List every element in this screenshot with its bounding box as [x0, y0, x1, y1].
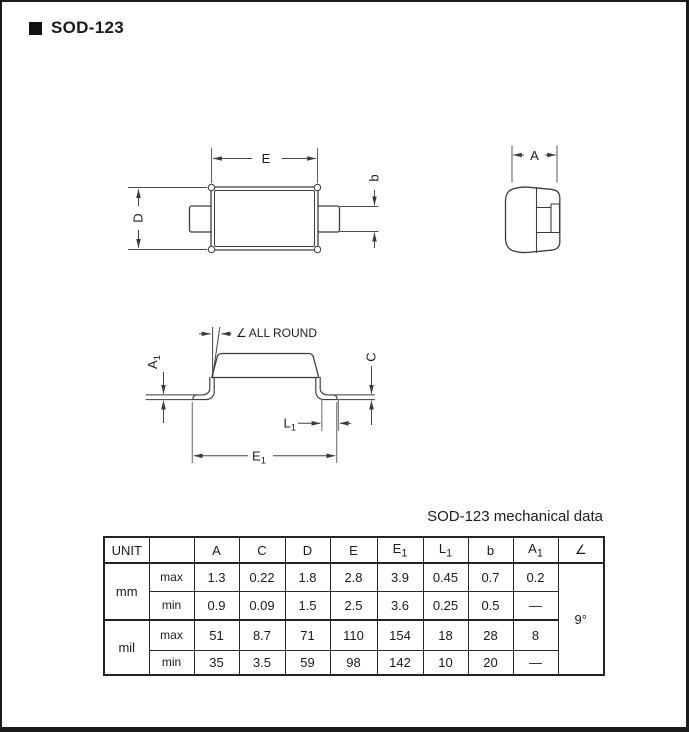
angle-note: ∠ ALL ROUND — [236, 326, 318, 340]
section-title-text: SOD-123 — [51, 18, 124, 37]
row-mm-max — [104, 563, 604, 591]
lead-right-profile — [316, 378, 337, 400]
lead-right — [318, 206, 340, 232]
dim-value: 8 — [513, 620, 558, 650]
dim-value: 35 — [194, 650, 239, 675]
dim-value: 51 — [194, 620, 239, 650]
dim-value: 3.6 — [377, 591, 423, 620]
dim-value: — — [513, 591, 558, 620]
dim-value: 8.7 — [239, 620, 285, 650]
row-mil-max — [104, 620, 604, 650]
lead-left-profile — [193, 378, 214, 400]
col-header-D: D — [285, 537, 330, 563]
col-header-C: C — [239, 537, 285, 563]
table-caption: SOD-123 mechanical data — [427, 508, 603, 525]
corner-mark — [314, 184, 320, 190]
bound-cell: max — [149, 620, 194, 650]
mechanical-data-table — [103, 536, 605, 676]
dim-value: 142 — [377, 650, 423, 675]
col-header-E: E — [330, 537, 377, 563]
lead-left — [190, 206, 212, 232]
col-header-angle: ∠ — [558, 537, 604, 563]
unit-cell-mm: mm — [104, 563, 149, 620]
dim-value: 110 — [330, 620, 377, 650]
dim-value: 0.22 — [239, 563, 285, 591]
col-header-A1: $A_1$ — [513, 537, 558, 563]
dim-value: 3.9 — [377, 563, 423, 591]
dim-value: 71 — [285, 620, 330, 650]
unit-cell-mil: mil — [104, 620, 149, 675]
dim-value: 98 — [330, 650, 377, 675]
dim-label-E: E — [261, 151, 271, 166]
dim-value: 0.9 — [194, 591, 239, 620]
top-view-diagram — [128, 148, 382, 253]
package-body-profile — [212, 354, 319, 378]
row-mm-min — [104, 591, 604, 620]
dim-label-A1: $A_1$ — [145, 355, 163, 369]
dim-value: 0.09 — [239, 591, 285, 620]
dim-value: 18 — [423, 620, 468, 650]
dim-label-D: D — [130, 213, 146, 223]
col-header-L1: $L_1$ — [423, 537, 468, 563]
bound-cell: max — [149, 563, 194, 591]
profile-view-diagram — [145, 326, 379, 466]
corner-mark — [208, 184, 214, 190]
dim-value: 3.5 — [239, 650, 285, 675]
col-header-A: A — [194, 537, 239, 563]
row-mil-min — [104, 650, 604, 675]
col-header-unit: UNIT — [104, 537, 149, 563]
col-header-bound — [149, 537, 194, 563]
dim-value: 0.7 — [468, 563, 513, 591]
dim-label-L1: $L_1$ — [283, 415, 296, 434]
angle-value-cell: 9° — [558, 563, 604, 675]
corner-mark — [314, 246, 320, 252]
col-header-b: b — [468, 537, 513, 563]
dim-value: 2.8 — [330, 563, 377, 591]
dim-value: 28 — [468, 620, 513, 650]
bound-cell: min — [149, 591, 194, 620]
dim-value: 2.5 — [330, 591, 377, 620]
col-header-E1: $E_1$ — [377, 537, 423, 563]
corner-mark — [208, 246, 214, 252]
dim-value: 1.5 — [285, 591, 330, 620]
dim-value: 10 — [423, 650, 468, 675]
table-header-row — [104, 537, 604, 563]
dim-value: 20 — [468, 650, 513, 675]
dim-value: 154 — [377, 620, 423, 650]
package-body-top — [211, 187, 318, 250]
dim-value: 0.2 — [513, 563, 558, 591]
dim-label-b: b — [366, 174, 382, 182]
dim-value: — — [513, 650, 558, 675]
dim-label-E1: $E_1$ — [252, 448, 266, 467]
dim-label-C: C — [363, 352, 379, 362]
dim-label-A: A — [530, 147, 539, 163]
lead-end-cap — [551, 204, 560, 233]
bound-cell: min — [149, 650, 194, 675]
dim-value: 59 — [285, 650, 330, 675]
dim-value: 0.25 — [423, 591, 468, 620]
dim-value: 0.45 — [423, 563, 468, 591]
dim-value: 1.3 — [194, 563, 239, 591]
dim-value: 1.8 — [285, 563, 330, 591]
side-view-diagram — [506, 146, 560, 253]
dim-value: 0.5 — [468, 591, 513, 620]
